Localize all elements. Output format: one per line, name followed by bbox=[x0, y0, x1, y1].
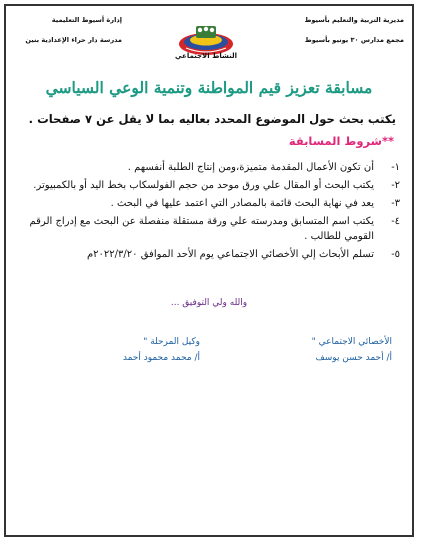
assignment-instruction: يكتب بحث حول الموضوع المحدد بعاليه بما لا يقل عن ٧ صفحات . bbox=[28, 112, 396, 126]
social-worker-signature bbox=[242, 334, 392, 366]
condition-text: أن تكون الأعمال المقدمة متميزة،ومن إنتاج الطلبة أنفسهم . bbox=[127, 162, 374, 173]
condition-number: ١- bbox=[391, 162, 400, 173]
closing-phrase: والله ولي التوفيق ... bbox=[170, 298, 248, 308]
school-complex-name: مجمع مدارس ٣٠ يونيو بأسيوط bbox=[304, 36, 404, 44]
condition-number: ٤- bbox=[391, 216, 400, 227]
page-title: مسابقة تعزيز قيم المواطنة وتنمية الوعي السياسي bbox=[45, 78, 373, 97]
condition-number: ٥- bbox=[391, 249, 400, 260]
condition-number: ٣- bbox=[391, 198, 400, 209]
header-right-block bbox=[274, 14, 404, 46]
conditions-heading: **شروط المسابقة bbox=[288, 134, 394, 148]
condition-text: تسلم الأبحاث إلي الأخصائي الاجتماعي يوم الأحد الموافق ٢٠٢٢/٣/٢٠م bbox=[86, 249, 374, 260]
signature-name: أ/ محمد محمود أحمد bbox=[122, 353, 200, 363]
condition-item bbox=[20, 160, 400, 175]
stage-deputy-signature bbox=[50, 334, 200, 366]
school-name: مدرسة دار حراء الإعدادية بنين bbox=[25, 36, 122, 44]
condition-item bbox=[20, 178, 400, 193]
condition-number: ٢- bbox=[391, 180, 400, 191]
signature-title: الأخصائي الاجتماعي " bbox=[311, 337, 392, 347]
condition-item bbox=[20, 247, 400, 262]
logo-caption: النشاط الاجتماعي bbox=[174, 52, 238, 60]
directorate-name: مديرية التربية والتعليم بأسيوط bbox=[304, 16, 404, 24]
administration-name: إدارة أسيوط التعليمية bbox=[51, 16, 122, 24]
header-left-block bbox=[12, 14, 122, 46]
condition-text: يكتب البحث أو المقال علي ورق موحد من حجم الفولسكاب بخط اليد أو بالكمبيوتر. bbox=[33, 180, 374, 191]
condition-item bbox=[20, 214, 400, 244]
signature-name: أ/ أحمد حسن يوسف bbox=[315, 353, 392, 363]
signature-title: وكيل المرحلة " bbox=[143, 337, 200, 347]
condition-item bbox=[20, 196, 400, 211]
condition-text: يعد في نهاية البحث قائمة بالمصادر التي اعتمد عليها في البحث . bbox=[110, 198, 374, 209]
condition-text: يكتب اسم المتسابق ومدرسته علي ورقة مستقلة منفصلة عن البحث مع إدراج الرقم القومي للطالب . bbox=[29, 216, 374, 242]
conditions-list bbox=[20, 160, 400, 265]
